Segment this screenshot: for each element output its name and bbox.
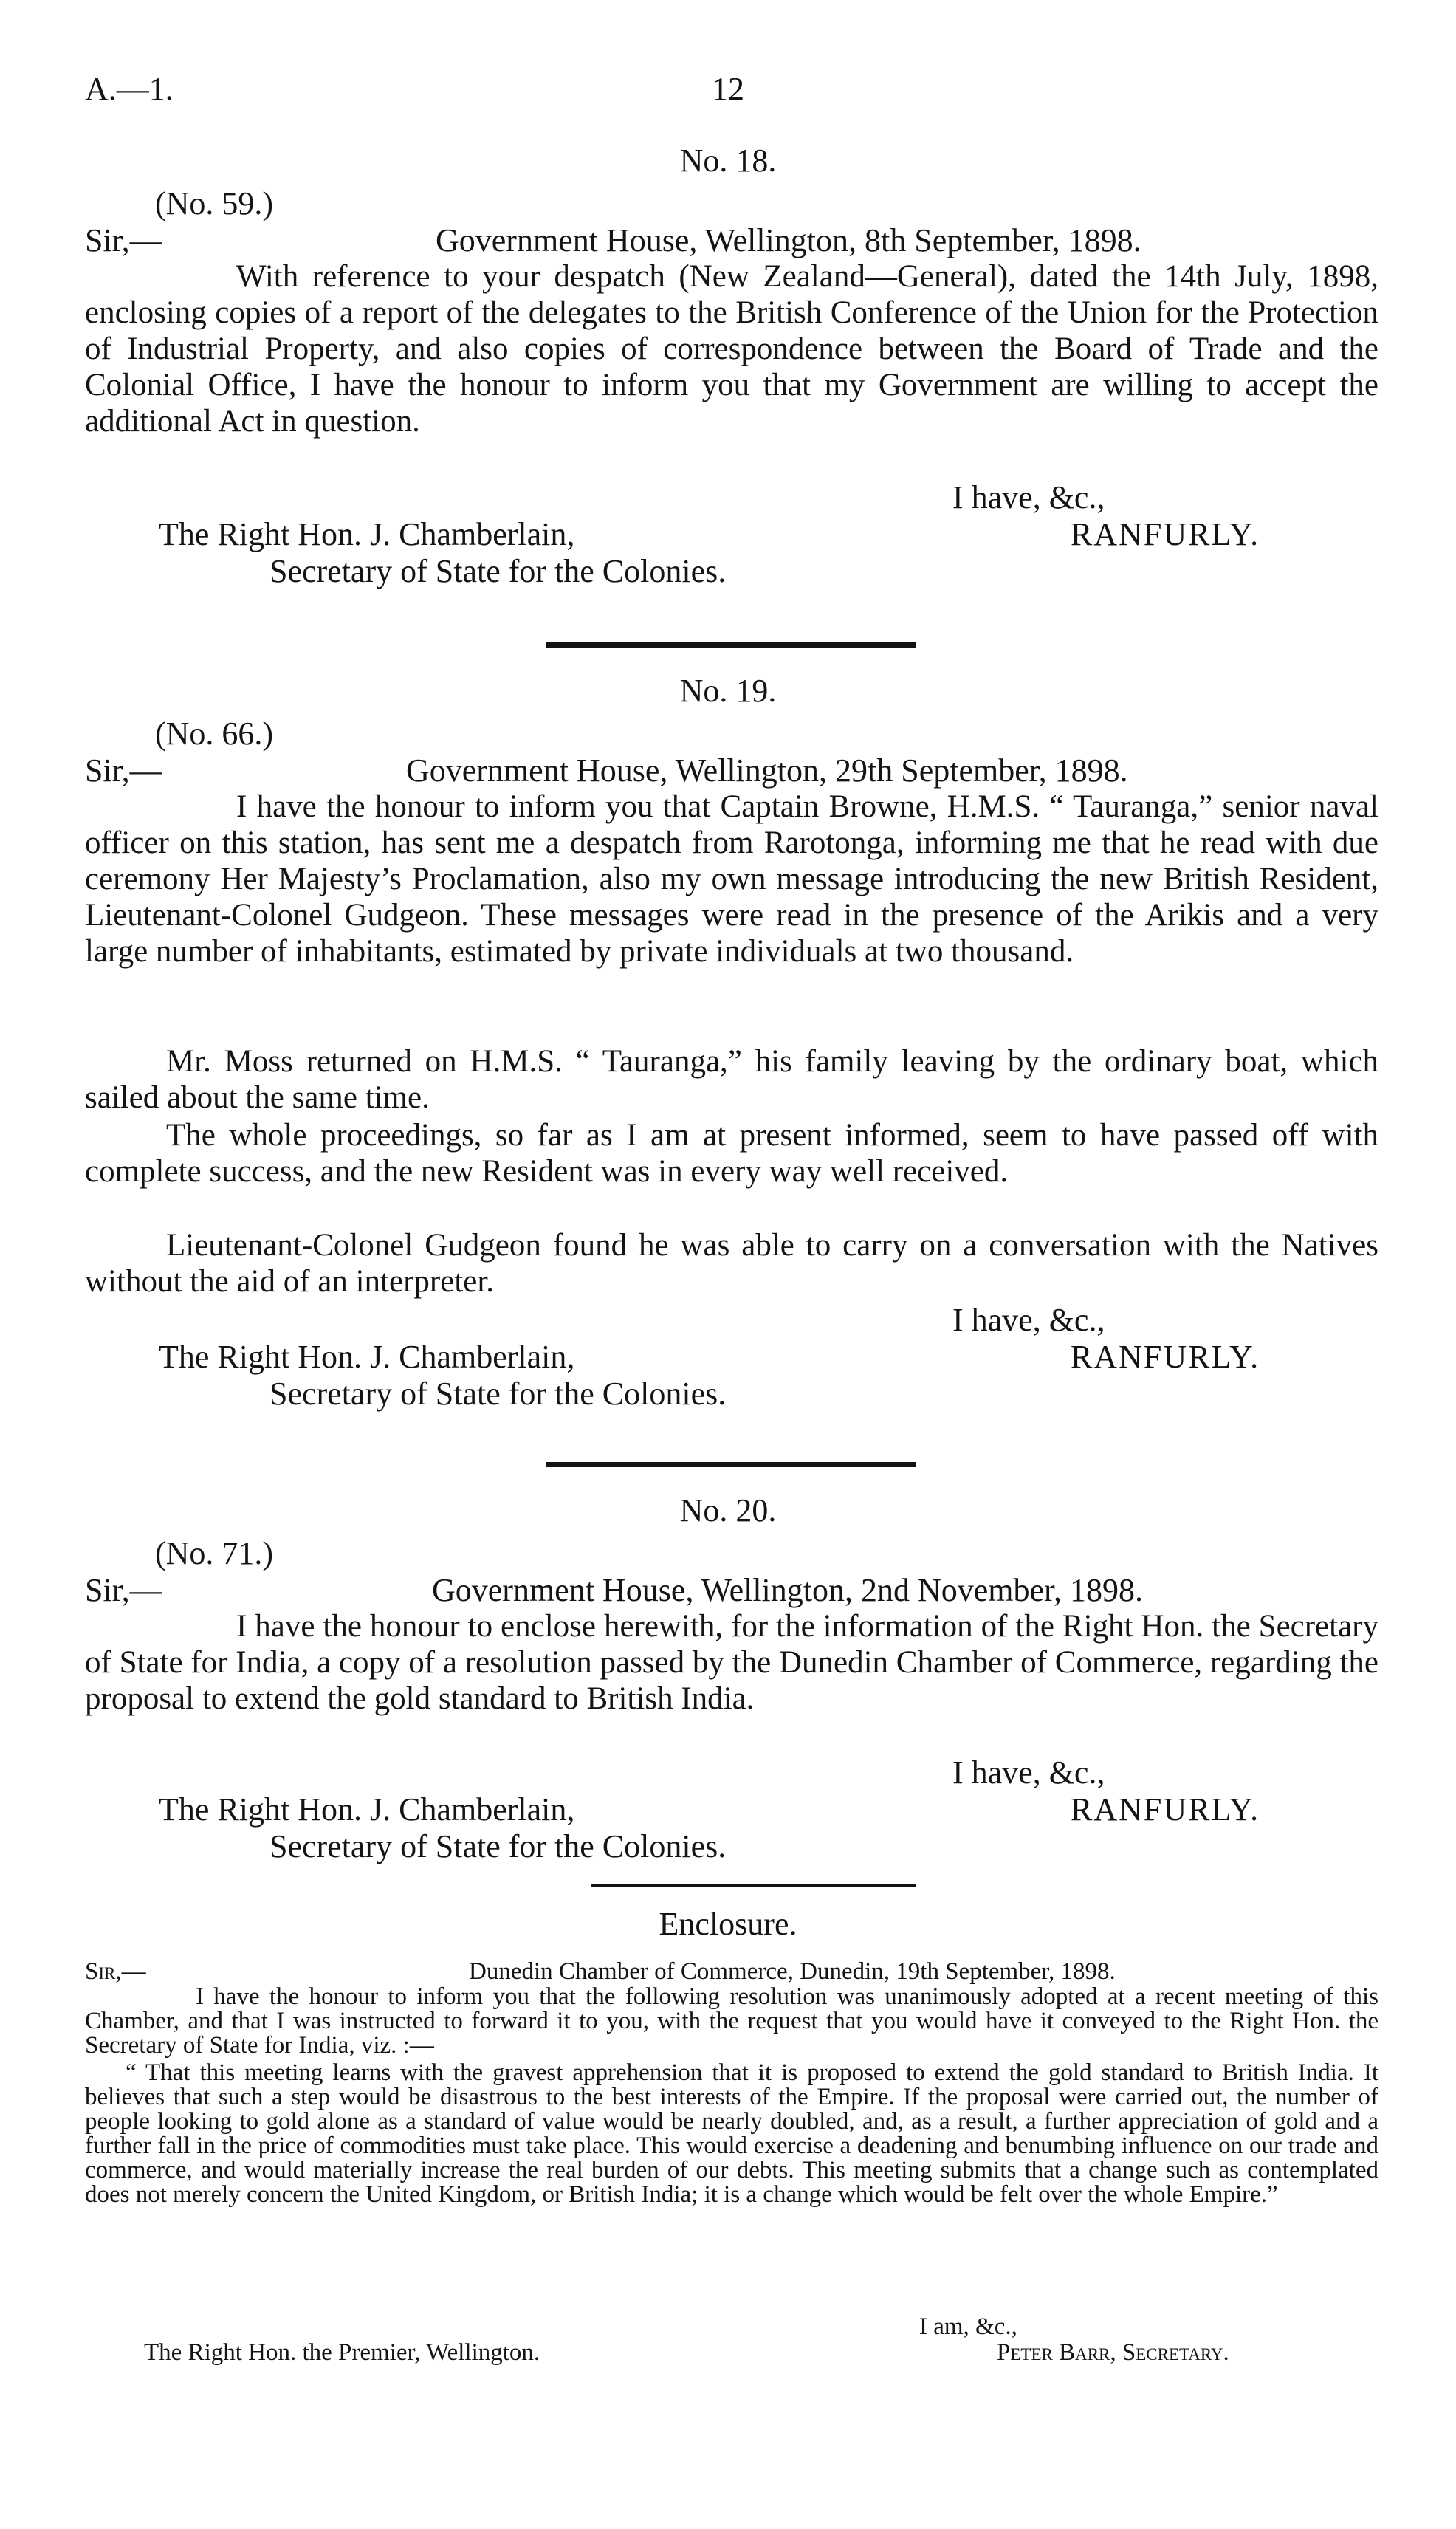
salutation: Sir,— (85, 1572, 162, 1608)
addressee-title: Secretary of State for the Colonies. (269, 553, 727, 589)
section-divider (591, 1884, 916, 1887)
letter-paragraph: I have the honour to inform you that Captain Browne, H.M.S. “ Tauranga,” senior naval officer on this station, has sent me a despatch from Rarotonga, informing me that he read with due ceremony Her Majesty’s Proclamation, also my own message introducing the new British Resident, Lieutenant-Colonel Gudgeon. These messages were read in the presence of the Arikis and a very large number of inhabitants, estimated by private individuals at two thousand. (85, 789, 1378, 969)
despatch-number: (No. 66.) (155, 716, 274, 752)
letter-paragraph: Lieutenant-Colonel Gudgeon found he was able to carry on a conversation with the Natives without the aid of an interpreter. (85, 1228, 1378, 1299)
signature: RANFURLY. (1071, 1339, 1260, 1375)
addressee-title: Secretary of State for the Colonies. (269, 1376, 727, 1412)
letter-paragraph: I have the honour to enclose herewith, for the information of the Right Hon. the Secretary of State for India, a copy of a resolution passed by the Dunedin Chamber of Commerce, regarding the proposal to extend the gold standard to British India. (85, 1609, 1378, 1716)
addressee-name: The Right Hon. J. Chamberlain, (159, 516, 575, 552)
signature: RANFURLY. (1071, 1791, 1260, 1828)
despatch-number: (No. 71.) (155, 1535, 274, 1571)
enclosure-paragraph: I have the honour to inform you that the following resolution was unanimously adopted at a recent meeting of this Chamber, and that I was instructed to forward it to you, with the request that you would have it conveyed to the Right Hon. the Secretary of State for India, viz. :— (85, 1983, 1378, 2059)
closing: I have, &c., (952, 1754, 1105, 1791)
enclosure-resolution: “ That this meeting learns with the gravest apprehension that it is proposed to extend the gold standard to British India. It believes that such a step would be disastrous to the best interests of the Empire. If the proposal were carried out, the number of people looking to gold alone as a standard of value would be nearly doubled, and, as a result, a further appreciation of gold and a further fall in the price of commodities must take place. This would exercise a deadening and benumbing influence on our trade and commerce, and would materially increase the real burden of our debts. This meeting submits that a change such as contemplated does not merely concern the United Kingdom, or British India; it is a change which would be felt over the whole Empire.” (85, 2059, 1378, 2208)
enclosure-salutation: Sir,— (85, 1958, 146, 1985)
enclosure-closing: I am, &c., (919, 2313, 1017, 2340)
place-date: Government House, Wellington, 29th September, 1898. (406, 752, 1128, 789)
addressee-title: Secretary of State for the Colonies. (269, 1828, 727, 1864)
letter-paragraph: The whole proceedings, so far as I am at present informed, seem to have passed off with complete success, and the new Resident was in every way well received. (85, 1118, 1378, 1189)
enclosure-place-date: Dunedin Chamber of Commerce, Dunedin, 19th September, 1898. (469, 1958, 1116, 1985)
addressee-name: The Right Hon. J. Chamberlain, (159, 1339, 575, 1375)
enclosure-signature: Peter Barr, Secretary. (997, 2339, 1229, 2366)
letter-paragraph: With reference to your despatch (New Zealand—General), dated the 14th July, 1898, enclosing copies of a report of the delegates to the British Conference of the Union for the Protection of Industrial Property, and also copies of correspondence between the Board of Trade and the Colonial Office, I have the honour to inform you that my Government are willing to accept the additional Act in question. (85, 259, 1378, 439)
salutation: Sir,— (85, 222, 162, 258)
page-number: 12 (712, 71, 744, 107)
closing: I have, &c., (952, 1302, 1105, 1338)
enclosure-title: Enclosure. (659, 1906, 797, 1942)
document-reference: A.—1. (85, 71, 174, 107)
section-divider (546, 642, 916, 648)
signature: RANFURLY. (1071, 516, 1260, 552)
place-date: Government House, Wellington, 8th September, 1898. (436, 222, 1141, 258)
enclosure-addressee: The Right Hon. the Premier, Wellington. (144, 2339, 540, 2366)
letter-paragraph: Mr. Moss returned on H.M.S. “ Tauranga,” his family leaving by the ordinary boat, which sailed about the same time. (85, 1044, 1378, 1115)
letter-title: No. 20. (679, 1492, 777, 1528)
salutation: Sir,— (85, 752, 162, 789)
despatch-number: (No. 59.) (155, 185, 274, 222)
place-date: Government House, Wellington, 2nd November, 1898. (432, 1572, 1143, 1608)
letter-title: No. 18. (679, 143, 777, 179)
letter-title: No. 19. (679, 673, 777, 709)
addressee-name: The Right Hon. J. Chamberlain, (159, 1791, 575, 1828)
section-divider (546, 1462, 916, 1467)
closing: I have, &c., (952, 479, 1105, 515)
